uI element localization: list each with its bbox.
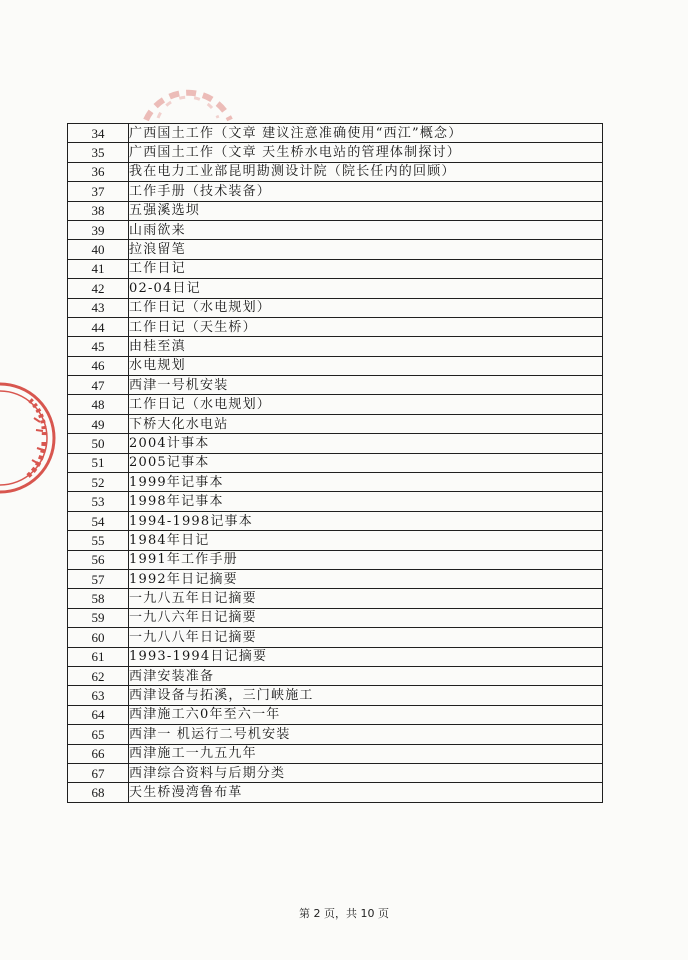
row-number-cell: 41 [68,259,129,278]
row-title-cell: 1998年记事本 [129,492,603,511]
row-title-cell: 1992年日记摘要 [129,569,603,588]
row-title-cell: 广西国土工作（文章 天生桥水电站的管理体制探讨） [129,143,603,162]
row-number-cell: 53 [68,492,129,511]
table-row [68,531,603,550]
row-number-cell: 36 [68,162,129,181]
row-number-cell: 51 [68,453,129,472]
table-row [68,298,603,317]
row-number-cell: 66 [68,744,129,763]
table-row [68,647,603,666]
table-row [68,744,603,763]
row-number-cell: 52 [68,473,129,492]
row-number-cell: 35 [68,143,129,162]
row-number-cell: 54 [68,511,129,530]
table-row [68,666,603,685]
row-title-cell: 1993-1994日记摘要 [129,647,603,666]
row-number-cell: 40 [68,240,129,259]
row-number-cell: 61 [68,647,129,666]
row-title-cell: 水电规划 [129,356,603,375]
row-title-cell: 广西国土工作（文章 建议注意准确使用“西江”概念） [129,124,603,143]
row-number-cell: 57 [68,569,129,588]
faded-seal-icon [138,58,238,128]
row-number-cell: 44 [68,317,129,336]
table-row [68,337,603,356]
table-row [68,240,603,259]
row-number-cell: 59 [68,608,129,627]
row-number-cell: 63 [68,686,129,705]
row-number-cell: 37 [68,182,129,201]
row-number-cell: 34 [68,124,129,143]
table-row [68,220,603,239]
row-title-cell: 02-04日记 [129,279,603,298]
row-title-cell: 天生桥漫湾鲁布革 [129,783,603,802]
row-number-cell: 45 [68,337,129,356]
table-row [68,569,603,588]
table-row [68,434,603,453]
table-row [68,124,603,143]
table-row [68,783,603,802]
row-title-cell: 一九八八年日记摘要 [129,628,603,647]
row-title-cell: 一九八五年日记摘要 [129,589,603,608]
page-number-footer: 第 2 页，共 10 页 [299,907,389,920]
table-row [68,608,603,627]
row-title-cell: 下桥大化水电站 [129,414,603,433]
row-title-cell: 2004计事本 [129,434,603,453]
catalog-table-body [68,124,603,803]
row-number-cell: 64 [68,705,129,724]
table-row [68,492,603,511]
row-number-cell: 49 [68,414,129,433]
table-row [68,376,603,395]
row-title-cell: 西津一 机运行二号机安装 [129,725,603,744]
table-row [68,453,603,472]
table-row [68,201,603,220]
row-number-cell: 42 [68,279,129,298]
row-title-cell: 西津施工一九五九年 [129,744,603,763]
table-row [68,356,603,375]
row-title-cell: 山雨欲来 [129,220,603,239]
row-title-cell: 西津安装准备 [129,666,603,685]
table-row [68,511,603,530]
row-number-cell: 39 [68,220,129,239]
row-number-cell: 65 [68,725,129,744]
row-title-cell: 1991年工作手册 [129,550,603,569]
row-title-cell: 1984年日记 [129,531,603,550]
table-row [68,628,603,647]
row-number-cell: 68 [68,783,129,802]
row-title-cell: 西津综合资料与后期分类 [129,763,603,782]
table-row [68,550,603,569]
table-row [68,705,603,724]
row-title-cell: 1999年记事本 [129,473,603,492]
row-number-cell: 47 [68,376,129,395]
row-number-cell: 50 [68,434,129,453]
row-number-cell: 60 [68,628,129,647]
row-title-cell: 工作日记（水电规划） [129,395,603,414]
table-row [68,162,603,181]
row-number-cell: 46 [68,356,129,375]
row-number-cell: 55 [68,531,129,550]
row-title-cell: 工作日记（水电规划） [129,298,603,317]
row-title-cell: 拉浪留笔 [129,240,603,259]
row-title-cell: 西津一号机安装 [129,376,603,395]
table-row [68,317,603,336]
table-row [68,686,603,705]
row-title-cell: 工作日记 [129,259,603,278]
row-title-cell: 2005记事本 [129,453,603,472]
table-row [68,182,603,201]
table-row [68,395,603,414]
table-row [68,473,603,492]
row-title-cell: 一九八六年日记摘要 [129,608,603,627]
table-row [68,414,603,433]
table-row [68,589,603,608]
table-row [68,259,603,278]
row-title-cell: 工作手册（技术装备） [129,182,603,201]
row-title-cell: 西津施工六0年至六一年 [129,705,603,724]
row-title-cell: 1994-1998记事本 [129,511,603,530]
table-row [68,763,603,782]
red-seal-icon [0,378,70,498]
row-number-cell: 38 [68,201,129,220]
archive-catalog-table [67,123,603,803]
row-title-cell: 西津设备与拓溪，三门峡施工 [129,686,603,705]
row-title-cell: 由桂至滇 [129,337,603,356]
row-number-cell: 56 [68,550,129,569]
row-number-cell: 48 [68,395,129,414]
row-number-cell: 58 [68,589,129,608]
table-row [68,725,603,744]
row-number-cell: 43 [68,298,129,317]
table-row [68,143,603,162]
row-title-cell: 工作日记（天生桥） [129,317,603,336]
row-number-cell: 62 [68,666,129,685]
row-title-cell: 我在电力工业部昆明勘测设计院（院长任内的回顾） [129,162,603,181]
table-row [68,279,603,298]
row-title-cell: 五强溪选坝 [129,201,603,220]
row-number-cell: 67 [68,763,129,782]
